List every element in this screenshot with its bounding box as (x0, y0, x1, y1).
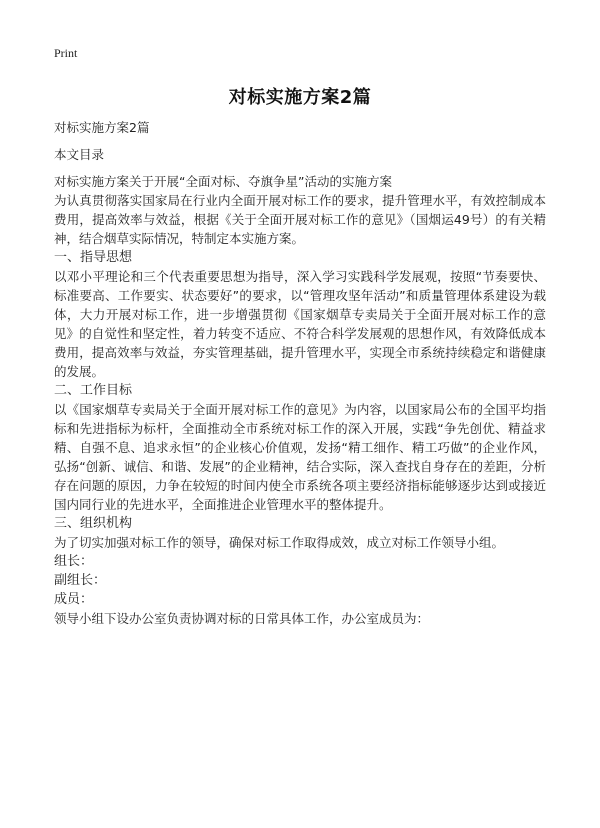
role-members: 成员： (54, 592, 94, 607)
section-heading-organization: 三、组织机构 (54, 516, 133, 531)
document-title: 对标实施方案2篇 (228, 87, 372, 108)
toc-item[interactable]: 对标实施方案关于开展“全面对标、夺旗争星”活动的实施方案 (54, 174, 392, 189)
toc-label: 本文目录 (54, 147, 105, 162)
intro-paragraph: 为认真贯彻落实国家局在行业内全面开展对标工作的要求，提升管理水平，有效控制成本费用，提高效率与效益，根据《关于全面开展对标工作的意见》（国烟运49号）的有关精神，结合烟草实际情况，特制定本实施方案。 (54, 193, 546, 246)
section-heading-guiding-ideology: 一、指导思想 (54, 250, 133, 265)
document-subtitle: 对标实施方案2篇 (54, 120, 150, 135)
document-body (54, 118, 546, 628)
print-link[interactable]: Print (54, 46, 78, 60)
role-deputy-leader: 副组长： (54, 573, 107, 588)
section-heading-work-goals: 二、工作目标 (54, 383, 133, 398)
closing-paragraph: 领导小组下设办公室负责协调对标的日常具体工作，办公室成员为： (54, 611, 430, 626)
role-leader: 组长： (54, 554, 94, 569)
section-body-guiding-ideology: 以邓小平理论和三个代表重要思想为指导，深入学习实践科学发展观，按照“节奏要快、标准要高、工作要实、状态要好”的要求，以“管理攻坚年活动”和质量管理体系建设为载体，大力开展对标工作，进一步增强贯彻《国家烟草专卖局关于全面开展对标工作的意见》的自觉性和坚定性，着力转变不适应、不符合科学发展观的思想作风，有效降低成本费用，提高效率与效益，夯实管理基础，提升管理水平，实现全市系统持续稳定和谐健康的发展。 (54, 269, 546, 379)
section-body-work-goals: 以《国家烟草专卖局关于全面开展对标工作的意见》为内容，以国家局公布的全国平均指标和先进指标为标杆，全面推动全市系统对标工作的深入开展，实践“争先创优、精益求精、自强不息、追求永恒”的企业核心价值观，发扬“精工细作、精工巧做”的企业作风，弘扬“创新、诚信、和谐、发展”的企业精神，结合实际，深入查找自身存在的差距，分析存在问题的原因，力争在较短的时间内使全市系统各项主要经济指标能够逐步达到或接近国内同行业的先进水平，全面推进企业管理水平的整体提升。 (54, 402, 546, 512)
section-body-organization: 为了切实加强对标工作的领导，确保对标工作取得成效，成立对标工作领导小组。 (54, 535, 505, 550)
